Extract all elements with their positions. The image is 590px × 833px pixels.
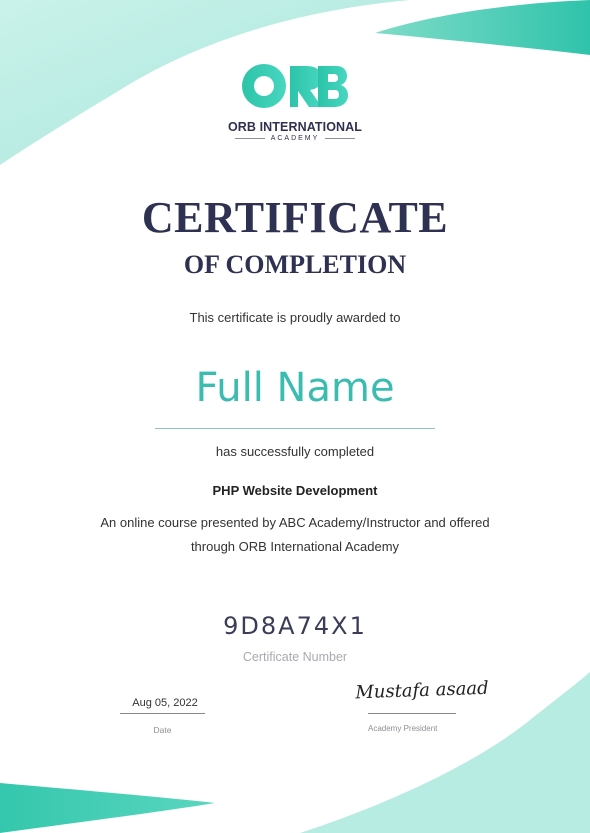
academy-logo bbox=[0, 60, 590, 142]
course-name: PHP Website Development bbox=[212, 483, 378, 498]
certificate-number-label: Certificate Number bbox=[242, 650, 348, 664]
completed-text: has successfully completed bbox=[215, 444, 375, 459]
orb-logo-mark bbox=[240, 60, 350, 116]
signer-title: Academy President bbox=[368, 724, 438, 733]
president-signature: Mustafa asaad bbox=[355, 677, 489, 704]
org-subtitle bbox=[0, 135, 590, 142]
date-underline bbox=[120, 713, 205, 714]
org-name: ORB INTERNATIONAL bbox=[227, 120, 363, 134]
certificate-title: CERTIFICATE bbox=[141, 193, 449, 242]
certificate-number: 9D8A74X1 bbox=[223, 612, 367, 640]
org-subtitle-text: ACADEMY bbox=[270, 135, 320, 142]
name-underline bbox=[155, 428, 435, 429]
issue-date: Aug 05, 2022 bbox=[132, 697, 198, 709]
date-label: Date bbox=[153, 725, 172, 735]
signature-underline bbox=[368, 713, 456, 714]
awarded-text: This certificate is proudly awarded to bbox=[189, 310, 401, 325]
divider bbox=[235, 138, 265, 139]
certificate-subtitle: OF COMPLETION bbox=[183, 250, 407, 279]
course-description: An online course presented by ABC Academy/Instructor and offered through ORB International Academy bbox=[100, 515, 490, 554]
divider bbox=[325, 138, 355, 139]
recipient-name: Full Name bbox=[195, 365, 395, 411]
